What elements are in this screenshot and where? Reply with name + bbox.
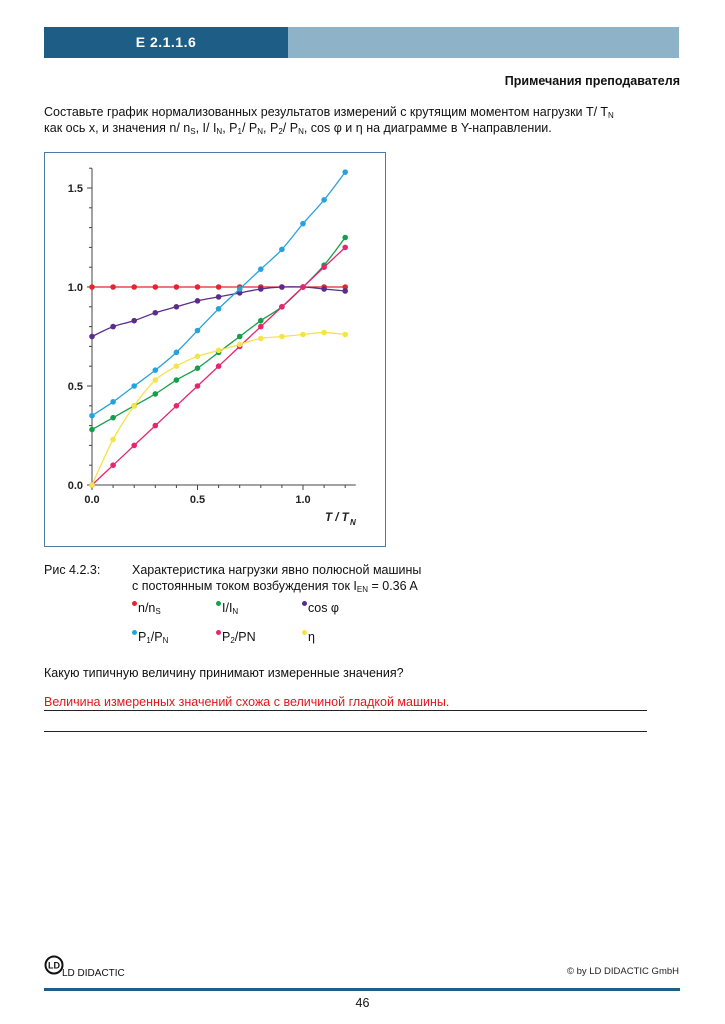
ld-logo-icon (44, 953, 64, 977)
data-point-P1_PN (342, 169, 348, 175)
data-point-n_nS (216, 284, 222, 290)
data-point-cos_phi (279, 284, 285, 290)
data-point-P1_PN (279, 247, 285, 253)
section-title: Примечания преподавателя (504, 74, 680, 88)
figure-title-line-2-text: с постоянным током возбуждения ток I (132, 579, 357, 593)
data-point-P1_PN (174, 350, 180, 356)
data-point-P2_PN (300, 284, 306, 290)
data-point-P1_PN (131, 383, 137, 389)
data-point-eta (342, 332, 348, 338)
data-point-P2_PN (153, 423, 159, 429)
data-point-n_nS (131, 284, 137, 290)
data-point-P1_PN (195, 328, 201, 334)
task-line-2-text: как ось x, и значения n/ n (44, 121, 191, 135)
task-line-2-sub: N (216, 127, 223, 136)
task-line-2-sub: N (298, 127, 304, 136)
x-tick-label: 0.5 (189, 494, 206, 506)
series-line-P1_PN (92, 172, 345, 416)
legend-label-tail: /PN (234, 630, 256, 644)
data-point-cos_phi (321, 286, 327, 292)
chart-frame (44, 152, 386, 547)
x-axis-label: T / T (325, 512, 349, 524)
figure-label: Рис 4.2.3: (44, 563, 101, 577)
figure-title-line-2-value: = 0.36 A (368, 579, 418, 593)
legend-item (132, 601, 161, 615)
data-point-I_IN (195, 365, 201, 371)
legend-label: cos φ (308, 601, 340, 615)
legend-marker (132, 601, 137, 606)
task-line-2-text: , P (263, 121, 279, 135)
data-point-cos_phi (195, 298, 201, 304)
data-point-I_IN (89, 427, 95, 433)
data-point-P1_PN (89, 413, 95, 419)
x-tick-label: 1.0 (295, 494, 311, 506)
data-point-eta (279, 334, 285, 340)
header-code-bar (44, 27, 288, 58)
exercise-code: E 2.1.1.6 (135, 34, 197, 50)
task-line-2-text: , I/ I (195, 121, 217, 135)
legend-label-sub: S (155, 607, 161, 616)
data-point-P2_PN (321, 264, 327, 270)
legend-label-sub: 1 (146, 636, 151, 645)
legend-item (216, 601, 238, 615)
figure-title-line-1: Характеристика нагрузки явно полюсной машины (132, 563, 422, 577)
legend-marker (302, 630, 307, 635)
x-axis-label-sub: N (350, 518, 356, 527)
data-point-cos_phi (89, 334, 95, 340)
data-point-I_IN (258, 318, 264, 324)
legend-item (302, 630, 315, 644)
data-point-n_nS (89, 284, 95, 290)
data-point-cos_phi (174, 304, 180, 310)
data-point-eta (258, 336, 264, 342)
legend-label-sub: 2 (230, 636, 235, 645)
legend-marker (216, 630, 221, 635)
task-line-2-text: , cos φ и η на диаграмме в Y-направлении. (303, 121, 552, 135)
task-text (44, 104, 680, 136)
question-text: Какую типичную величину принимают измеренные значения? (44, 666, 404, 680)
task-line-2-text: / P (241, 121, 258, 135)
data-point-eta (89, 482, 95, 488)
data-point-n_nS (195, 284, 201, 290)
data-point-cos_phi (342, 288, 348, 294)
page-number: 46 (355, 996, 370, 1010)
data-point-I_IN (174, 377, 180, 383)
legend-label-tail: /P (150, 630, 163, 644)
data-point-P2_PN (195, 383, 201, 389)
task-line-2-sub: 2 (278, 127, 283, 136)
legend-item (216, 630, 256, 644)
data-point-P1_PN (153, 367, 159, 373)
data-point-P2_PN (342, 245, 348, 251)
legend-label: n/n (138, 601, 156, 615)
data-point-P2_PN (110, 462, 116, 468)
legend-label: P (222, 630, 231, 644)
answer-blank-line (44, 731, 647, 732)
data-point-P1_PN (237, 286, 243, 292)
copyright: © by LD DIDACTIC GmbH (566, 966, 679, 977)
y-tick-label: 1.5 (67, 183, 83, 195)
legend-marker (216, 601, 221, 606)
task-line-2-sub: 1 (237, 127, 242, 136)
data-point-I_IN (153, 391, 159, 397)
y-tick-label: 0.5 (67, 381, 83, 393)
legend-label-sub: N (162, 636, 169, 645)
answer-text: Величина измеренных значений схожа с величиной гладкой машины. (44, 694, 647, 711)
data-point-eta (237, 342, 243, 348)
header-bar-right (288, 27, 679, 58)
data-point-P2_PN (216, 363, 222, 369)
data-point-P2_PN (279, 304, 285, 310)
data-point-eta (300, 332, 306, 338)
data-point-eta (131, 403, 137, 409)
y-tick-label: 1.0 (67, 282, 83, 294)
data-point-I_IN (110, 415, 116, 421)
svg-text:LD: LD (48, 960, 60, 971)
data-point-cos_phi (131, 318, 137, 324)
data-point-n_nS (153, 284, 159, 290)
data-point-P1_PN (110, 399, 116, 405)
task-line-2-text: / P (282, 121, 299, 135)
y-tick-label: 0.0 (67, 480, 83, 492)
legend-item (132, 630, 168, 644)
data-point-P1_PN (216, 306, 222, 312)
legend-label: I/I (222, 601, 233, 615)
task-line-1-text: Составьте график нормализованных результатов измерений с крутящим моментом нагрузки T/ T (44, 105, 609, 119)
data-point-eta (174, 363, 180, 369)
task-line-2 (44, 120, 680, 136)
data-point-I_IN (237, 334, 243, 340)
data-point-eta (195, 354, 201, 360)
data-point-P2_PN (131, 443, 137, 449)
data-point-eta (110, 437, 116, 443)
task-line-2-sub: S (190, 127, 196, 136)
task-line-2-sub: N (257, 127, 264, 136)
data-point-cos_phi (110, 324, 116, 330)
data-point-P1_PN (300, 221, 306, 227)
legend-label: η (308, 630, 315, 644)
legend-item (302, 601, 339, 615)
data-point-eta (153, 377, 159, 383)
footer-divider (44, 988, 680, 991)
load-characteristic-chart (45, 153, 385, 546)
task-line-2-text: , P (222, 121, 238, 135)
task-line-1-sub: N (608, 111, 614, 120)
legend-marker (132, 630, 137, 635)
data-point-eta (321, 330, 327, 336)
data-point-P1_PN (321, 197, 327, 203)
task-line-1 (44, 104, 680, 120)
data-point-P2_PN (174, 403, 180, 409)
data-point-cos_phi (258, 286, 264, 292)
figure-title-line-2 (132, 578, 418, 594)
legend-label: P (138, 630, 147, 644)
legend-marker (302, 601, 307, 606)
x-tick-label: 0.0 (84, 494, 100, 506)
data-point-cos_phi (153, 310, 159, 316)
data-point-cos_phi (216, 294, 222, 300)
logo-text: LD DIDACTIC (62, 968, 125, 979)
data-point-n_nS (110, 284, 116, 290)
legend-label-sub: N (232, 607, 239, 616)
data-point-P1_PN (258, 266, 264, 272)
data-point-n_nS (174, 284, 180, 290)
data-point-eta (216, 348, 222, 354)
data-point-P2_PN (258, 324, 264, 330)
figure-title-line-2-sub: EN (356, 585, 369, 594)
data-point-I_IN (342, 235, 348, 241)
